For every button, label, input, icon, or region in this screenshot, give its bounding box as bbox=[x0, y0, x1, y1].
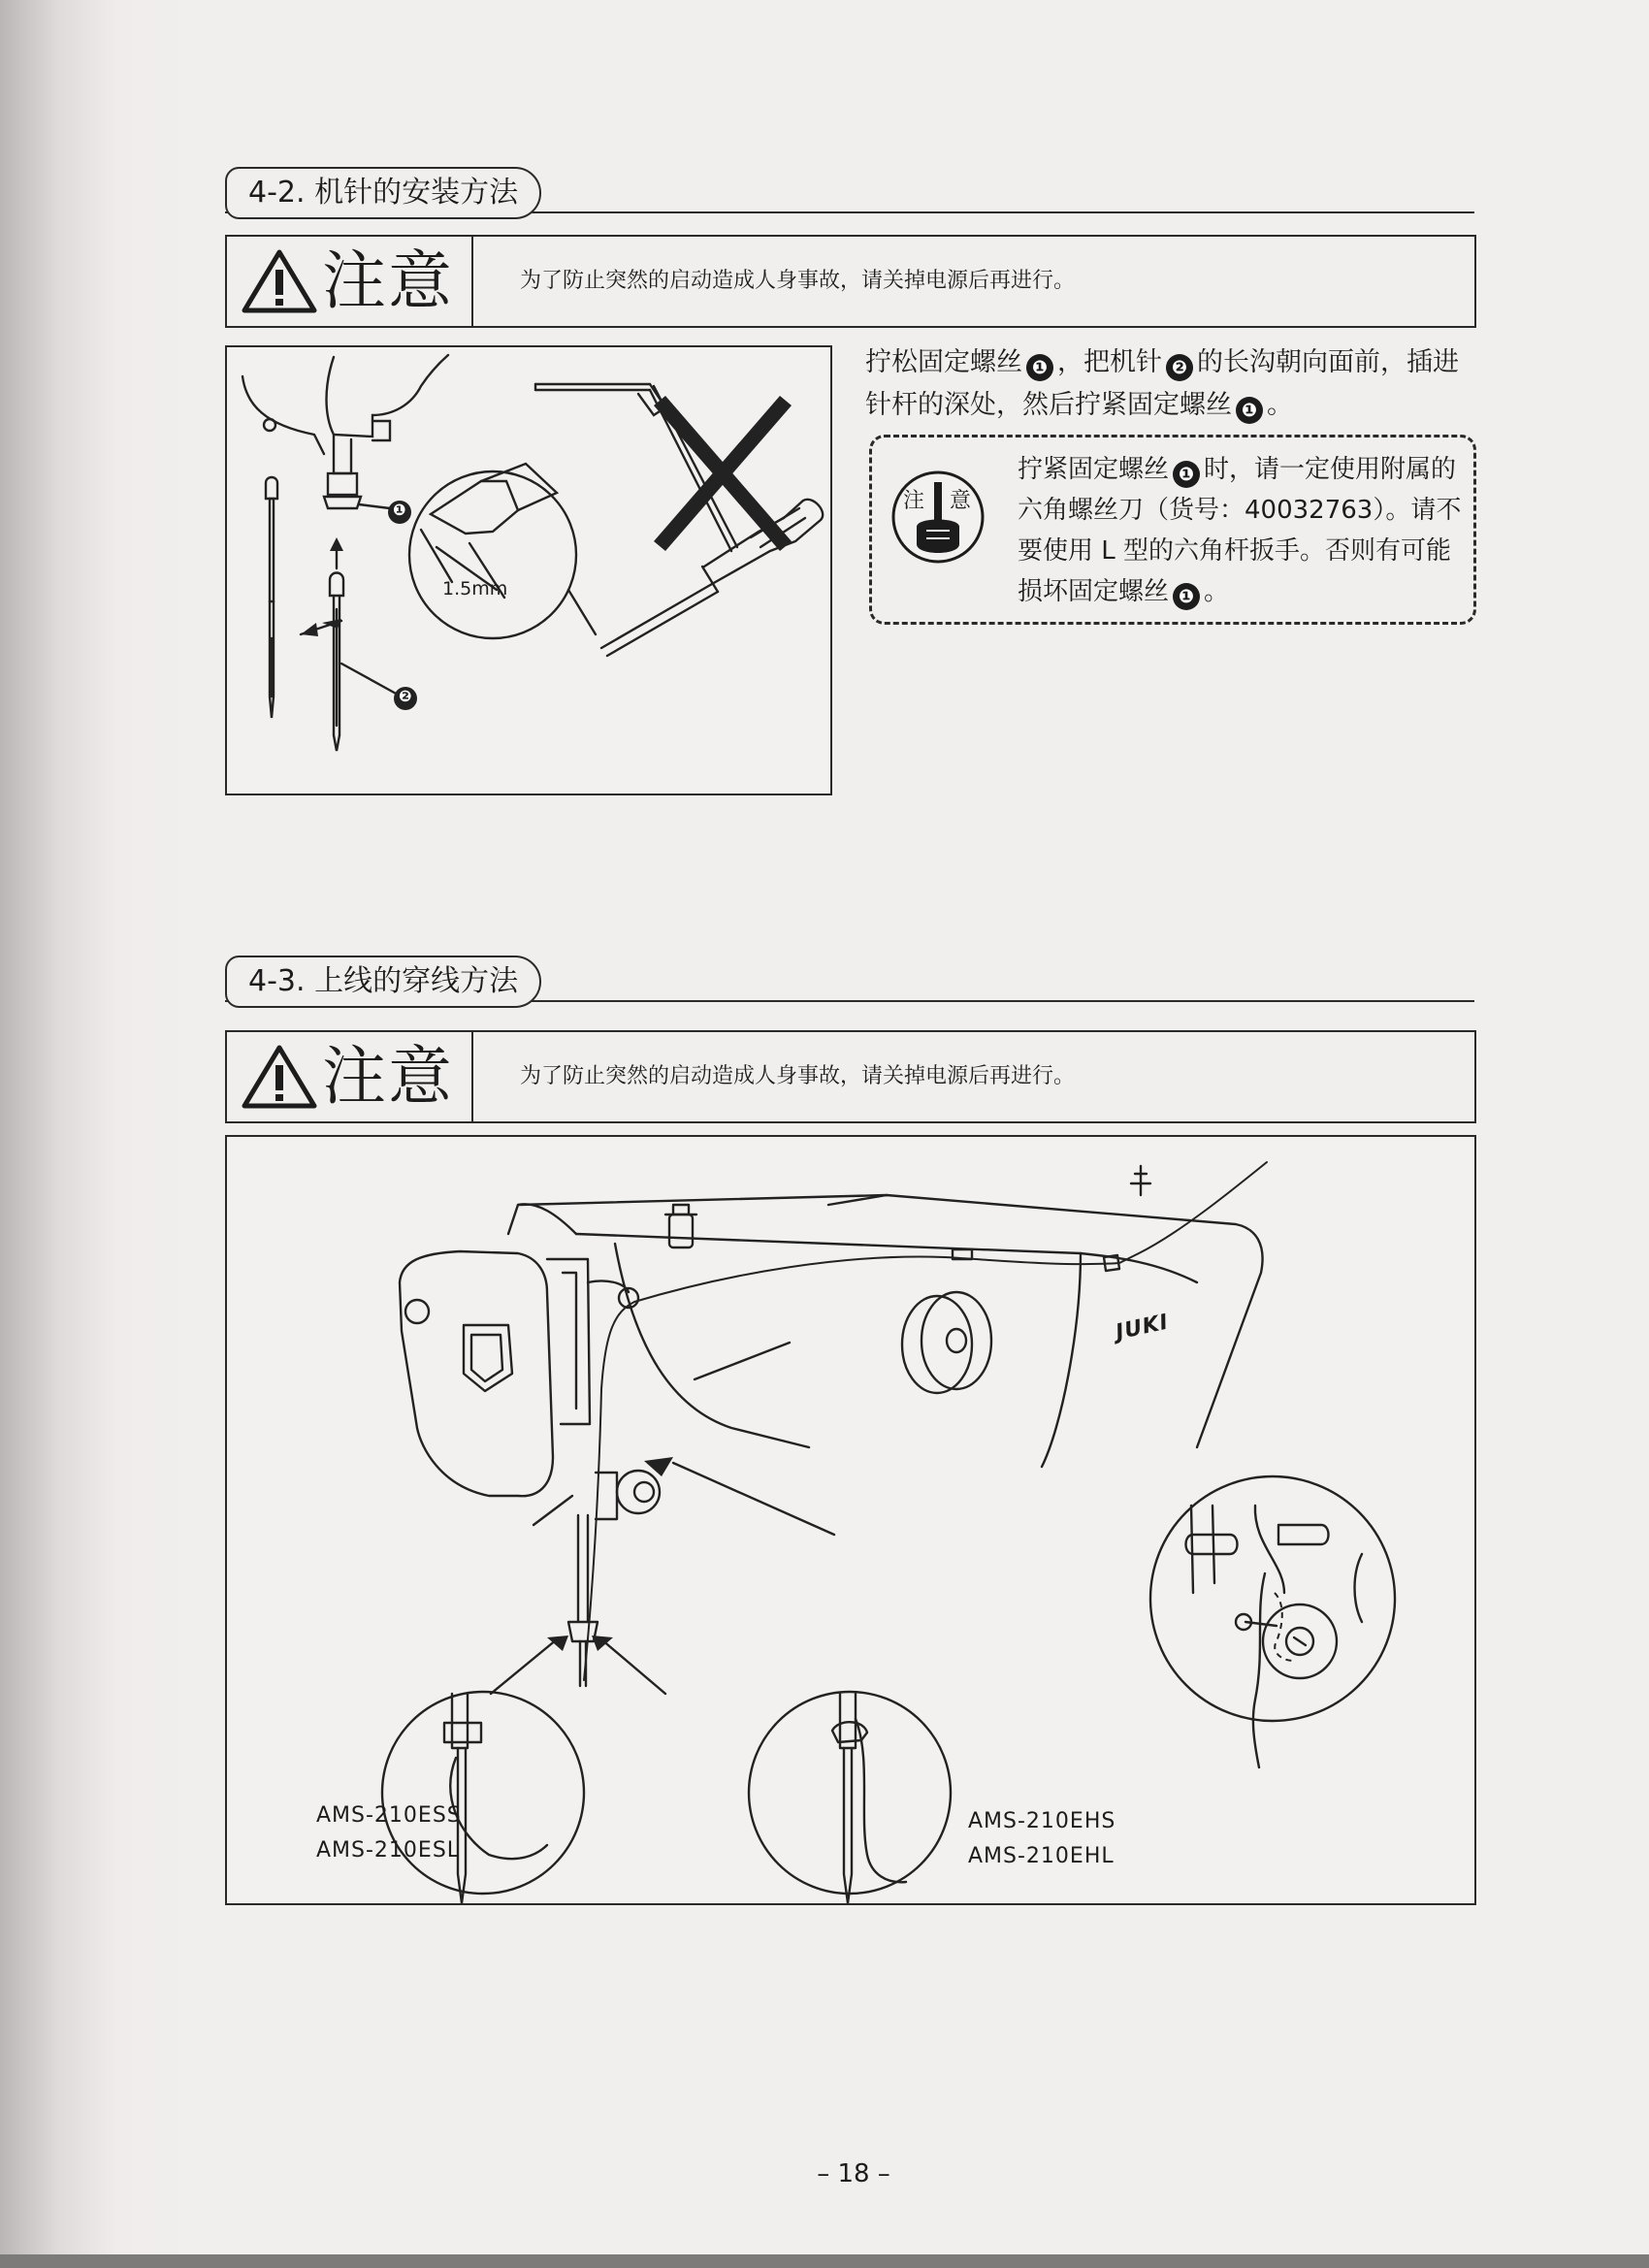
model-label-ess: AMS-210ESS bbox=[316, 1803, 462, 1828]
caution-box-4-3 bbox=[225, 1030, 1476, 1123]
note-marker-1-repeat: ❶ bbox=[1173, 583, 1200, 610]
upper-thread-threading-figure bbox=[225, 1135, 1476, 1905]
caution-note-box bbox=[869, 435, 1476, 625]
caution-title: 注意 bbox=[322, 1039, 454, 1114]
model-label-ehs: AMS-210EHS bbox=[968, 1809, 1116, 1833]
page-number: – 18 – bbox=[817, 2159, 890, 2188]
callout-2-label: ❷ bbox=[399, 687, 412, 705]
icon-char-1: 注 bbox=[903, 489, 925, 513]
instruction-text-4: 。 bbox=[1267, 390, 1293, 420]
note-text-2: 时，请一定使用附属的六角螺丝刀（货号：40032763）。请不要使用 L 型的六角杆扳手。否则有可能损坏固定螺丝 bbox=[1018, 455, 1462, 606]
caution-box-4-2 bbox=[225, 235, 1476, 328]
page-bottom-edge bbox=[0, 2254, 1649, 2268]
caution-title: 注意 bbox=[322, 243, 454, 318]
caution-message: 为了防止突然的启动造成人身事故，请关掉电源后再进行。 bbox=[520, 1064, 1076, 1088]
instruction-text-3: 的长沟朝向面前，插进针杆的深处，然后拧紧固定螺丝 bbox=[865, 347, 1459, 420]
marker-1-repeat: ❶ bbox=[1236, 397, 1263, 424]
note-text-3: 。 bbox=[1204, 577, 1230, 606]
caution-note-text bbox=[1018, 449, 1464, 612]
caution-label bbox=[227, 237, 473, 326]
section-title-4-2: 4-2. 机针的安装方法 bbox=[225, 167, 541, 219]
needle-installation-illustration bbox=[227, 347, 830, 794]
callout-1-label: ❶ bbox=[393, 501, 406, 519]
warning-triangle-icon bbox=[241, 1044, 318, 1110]
instruction-text-2: ，把机针 bbox=[1057, 347, 1162, 377]
book-binding-shadow bbox=[0, 0, 194, 2268]
warning-triangle-icon bbox=[241, 248, 318, 314]
pointing-hand-caution-icon bbox=[888, 467, 988, 567]
marker-1: ❶ bbox=[1026, 354, 1053, 381]
instruction-paragraph bbox=[865, 341, 1474, 427]
model-label-esl: AMS-210ESL bbox=[316, 1838, 461, 1863]
section-header-4-3 bbox=[225, 956, 1474, 1014]
caution-message: 为了防止突然的启动造成人身事故，请关掉电源后再进行。 bbox=[520, 269, 1076, 293]
note-text-1: 拧紧固定螺丝 bbox=[1018, 455, 1170, 484]
note-marker-1: ❶ bbox=[1173, 461, 1200, 488]
section-title-4-3: 4-3. 上线的穿线方法 bbox=[225, 956, 541, 1008]
icon-char-2: 意 bbox=[950, 489, 972, 513]
juki-brand-logo: JUKI bbox=[1114, 1310, 1172, 1345]
threading-path-illustration bbox=[227, 1137, 1474, 1903]
caution-note-icon bbox=[888, 467, 988, 571]
caution-label bbox=[227, 1032, 473, 1121]
instruction-text-1: 拧松固定螺丝 bbox=[865, 347, 1022, 377]
marker-2: ❷ bbox=[1166, 354, 1193, 381]
section-header-4-2 bbox=[225, 167, 1474, 225]
model-label-ehl: AMS-210EHL bbox=[968, 1844, 1115, 1868]
needle-installation-figure bbox=[225, 345, 832, 795]
dimension-label: 1.5mm bbox=[442, 578, 508, 599]
